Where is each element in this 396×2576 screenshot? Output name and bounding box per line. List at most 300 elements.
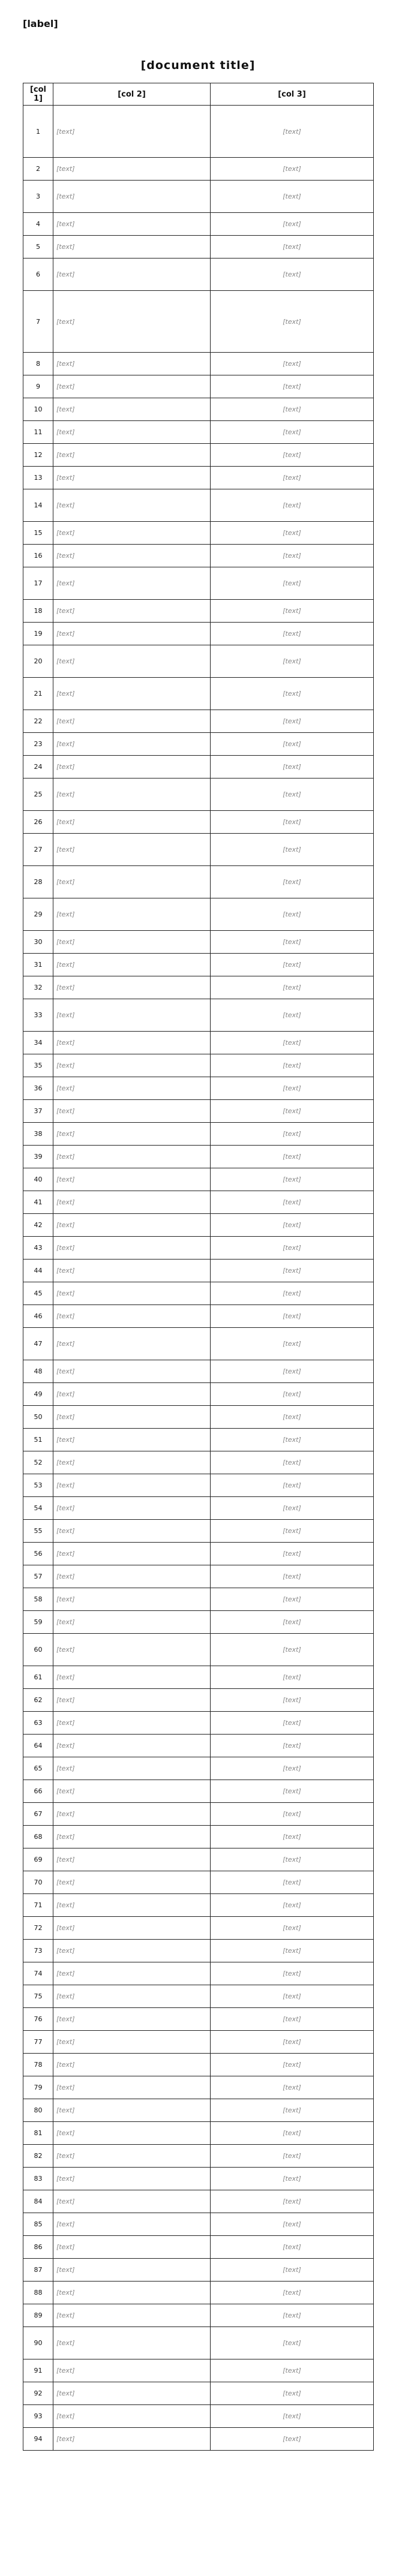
- organization-cell: [text]: [211, 1826, 374, 1848]
- organization-cell: [text]: [211, 2382, 374, 2405]
- row-number-cell: 39: [23, 1146, 53, 1168]
- row-number-cell: 81: [23, 2122, 53, 2145]
- row-number-cell: 69: [23, 1848, 53, 1871]
- case-name-cell: [text]: [53, 756, 211, 778]
- case-name-cell: [text]: [53, 158, 211, 181]
- table-row: [23, 2236, 374, 2259]
- case-name-cell: [text]: [53, 1429, 211, 1451]
- case-name-cell: [text]: [53, 1735, 211, 1757]
- table-row: [23, 1543, 374, 1565]
- table-row: [23, 2031, 374, 2054]
- case-name-cell: [text]: [53, 1237, 211, 1260]
- case-name-cell: [text]: [53, 398, 211, 421]
- organization-cell: [text]: [211, 1168, 374, 1191]
- case-name-cell: [text]: [53, 1032, 211, 1054]
- organization-cell: [text]: [211, 1429, 374, 1451]
- row-number-cell: 1: [23, 106, 53, 158]
- column-header-case-name: [col 2]: [53, 83, 211, 106]
- row-number-cell: 34: [23, 1032, 53, 1054]
- table-row: [23, 1826, 374, 1848]
- organization-cell: [text]: [211, 1780, 374, 1803]
- case-name-cell: [text]: [53, 1191, 211, 1214]
- organization-cell: [text]: [211, 489, 374, 522]
- row-number-cell: 51: [23, 1429, 53, 1451]
- case-name-cell: [text]: [53, 106, 211, 158]
- table-row: [23, 444, 374, 467]
- row-number-cell: 4: [23, 213, 53, 236]
- table-row: [23, 1712, 374, 1735]
- row-number-cell: 74: [23, 1962, 53, 1985]
- table-row: [23, 1634, 374, 1666]
- case-name-cell: [text]: [53, 2076, 211, 2099]
- case-name-cell: [text]: [53, 236, 211, 258]
- table-row: [23, 1451, 374, 1474]
- organization-cell: [text]: [211, 444, 374, 467]
- case-name-cell: [text]: [53, 1826, 211, 1848]
- table-row: [23, 467, 374, 489]
- table-row: [23, 756, 374, 778]
- table-row: [23, 2122, 374, 2145]
- table-row: [23, 1917, 374, 1940]
- case-name-cell: [text]: [53, 522, 211, 545]
- table-row: [23, 1611, 374, 1634]
- table-row: [23, 1497, 374, 1520]
- table-row: [23, 2145, 374, 2168]
- organization-cell: [text]: [211, 1214, 374, 1237]
- organization-cell: [text]: [211, 1260, 374, 1282]
- table-row: [23, 2054, 374, 2076]
- row-number-cell: 26: [23, 811, 53, 834]
- case-name-cell: [text]: [53, 976, 211, 999]
- table-row: [23, 1360, 374, 1383]
- organization-cell: [text]: [211, 2213, 374, 2236]
- row-number-cell: 10: [23, 398, 53, 421]
- case-name-cell: [text]: [53, 1282, 211, 1305]
- row-number-cell: 80: [23, 2099, 53, 2122]
- organization-cell: [text]: [211, 811, 374, 834]
- row-number-cell: 21: [23, 678, 53, 710]
- row-number-cell: 86: [23, 2236, 53, 2259]
- row-number-cell: 78: [23, 2054, 53, 2076]
- table-row: [23, 2405, 374, 2428]
- table-row: [23, 1871, 374, 1894]
- organization-cell: [text]: [211, 467, 374, 489]
- organization-cell: [text]: [211, 1054, 374, 1077]
- case-name-cell: [text]: [53, 489, 211, 522]
- organization-cell: [text]: [211, 2054, 374, 2076]
- row-number-cell: 72: [23, 1917, 53, 1940]
- table-row: [23, 1429, 374, 1451]
- row-number-cell: 79: [23, 2076, 53, 2099]
- organization-cell: [text]: [211, 1406, 374, 1429]
- row-number-cell: 17: [23, 567, 53, 600]
- case-name-cell: [text]: [53, 1451, 211, 1474]
- case-name-cell: [text]: [53, 645, 211, 678]
- row-number-cell: 20: [23, 645, 53, 678]
- row-number-cell: 94: [23, 2428, 53, 2451]
- row-number-cell: 31: [23, 954, 53, 976]
- case-name-cell: [text]: [53, 1634, 211, 1666]
- organization-cell: [text]: [211, 1611, 374, 1634]
- row-number-cell: 32: [23, 976, 53, 999]
- case-name-cell: [text]: [53, 2145, 211, 2168]
- case-name-cell: [text]: [53, 1077, 211, 1100]
- document-title: [document title]: [140, 59, 256, 72]
- table-row: [23, 2099, 374, 2122]
- organization-cell: [text]: [211, 258, 374, 291]
- table-row: [23, 1894, 374, 1917]
- row-number-cell: 46: [23, 1305, 53, 1328]
- table-row: [23, 733, 374, 756]
- row-number-cell: 54: [23, 1497, 53, 1520]
- organization-cell: [text]: [211, 2259, 374, 2282]
- row-number-cell: 67: [23, 1803, 53, 1826]
- case-name-cell: [text]: [53, 2008, 211, 2031]
- case-name-cell: [text]: [53, 258, 211, 291]
- row-number-cell: 19: [23, 623, 53, 645]
- case-name-cell: [text]: [53, 2168, 211, 2190]
- case-name-cell: [text]: [53, 291, 211, 353]
- case-name-cell: [text]: [53, 1123, 211, 1146]
- row-number-cell: 75: [23, 1985, 53, 2008]
- table-row: [23, 2359, 374, 2382]
- organization-cell: [text]: [211, 567, 374, 600]
- case-name-cell: [text]: [53, 1962, 211, 1985]
- row-number-cell: 3: [23, 181, 53, 213]
- case-name-cell: [text]: [53, 1146, 211, 1168]
- row-number-cell: 16: [23, 545, 53, 567]
- table-row: [23, 1985, 374, 2008]
- case-name-cell: [text]: [53, 2122, 211, 2145]
- row-number-cell: 28: [23, 866, 53, 898]
- row-number-cell: 50: [23, 1406, 53, 1429]
- row-number-cell: 37: [23, 1100, 53, 1123]
- case-name-cell: [text]: [53, 213, 211, 236]
- table-row: [23, 1214, 374, 1237]
- table-row: [23, 567, 374, 600]
- row-number-cell: 56: [23, 1543, 53, 1565]
- case-name-cell: [text]: [53, 1985, 211, 2008]
- organization-cell: [text]: [211, 733, 374, 756]
- case-name-cell: [text]: [53, 1168, 211, 1191]
- table-row: [23, 398, 374, 421]
- organization-cell: [text]: [211, 398, 374, 421]
- row-number-cell: 55: [23, 1520, 53, 1543]
- row-number-cell: 68: [23, 1826, 53, 1848]
- row-number-cell: 58: [23, 1588, 53, 1611]
- case-name-cell: [text]: [53, 1214, 211, 1237]
- row-number-cell: 91: [23, 2359, 53, 2382]
- organization-cell: [text]: [211, 236, 374, 258]
- case-name-cell: [text]: [53, 545, 211, 567]
- organization-cell: [text]: [211, 645, 374, 678]
- organization-cell: [text]: [211, 1917, 374, 1940]
- row-number-cell: 66: [23, 1780, 53, 1803]
- row-number-cell: 14: [23, 489, 53, 522]
- organization-cell: [text]: [211, 1634, 374, 1666]
- table-row: [23, 1588, 374, 1611]
- row-number-cell: 88: [23, 2282, 53, 2304]
- organization-cell: [text]: [211, 2282, 374, 2304]
- case-name-cell: [text]: [53, 1689, 211, 1712]
- table-row: [23, 1123, 374, 1146]
- row-number-cell: 85: [23, 2213, 53, 2236]
- row-number-cell: 70: [23, 1871, 53, 1894]
- table-row: [23, 1780, 374, 1803]
- attachment-label: [label]: [23, 18, 58, 29]
- table-row: [23, 600, 374, 623]
- row-number-cell: 49: [23, 1383, 53, 1406]
- organization-cell: [text]: [211, 976, 374, 999]
- organization-cell: [text]: [211, 1032, 374, 1054]
- organization-cell: [text]: [211, 353, 374, 375]
- column-header-number: [col 1]: [23, 83, 53, 106]
- row-number-cell: 18: [23, 600, 53, 623]
- table-row: [23, 106, 374, 158]
- organization-cell: [text]: [211, 778, 374, 811]
- organization-cell: [text]: [211, 2168, 374, 2190]
- case-name-cell: [text]: [53, 834, 211, 866]
- organization-cell: [text]: [211, 1848, 374, 1871]
- row-number-cell: 8: [23, 353, 53, 375]
- organization-cell: [text]: [211, 1383, 374, 1406]
- organization-cell: [text]: [211, 1565, 374, 1588]
- table-row: [23, 1305, 374, 1328]
- case-name-cell: [text]: [53, 1565, 211, 1588]
- case-name-cell: [text]: [53, 2031, 211, 2054]
- organization-cell: [text]: [211, 898, 374, 931]
- organization-cell: [text]: [211, 999, 374, 1032]
- organization-cell: [text]: [211, 1543, 374, 1565]
- organization-cell: [text]: [211, 1940, 374, 1962]
- table-row: [23, 291, 374, 353]
- table-row: [23, 2304, 374, 2327]
- table-row: [23, 2008, 374, 2031]
- table-body: [23, 106, 374, 2451]
- case-name-cell: [text]: [53, 2259, 211, 2282]
- case-name-cell: [text]: [53, 1940, 211, 1962]
- organization-cell: [text]: [211, 1894, 374, 1917]
- case-name-cell: [text]: [53, 1712, 211, 1735]
- case-name-cell: [text]: [53, 623, 211, 645]
- organization-cell: [text]: [211, 931, 374, 954]
- case-name-cell: [text]: [53, 1666, 211, 1689]
- case-name-cell: [text]: [53, 733, 211, 756]
- table-row: [23, 1100, 374, 1123]
- row-number-cell: 41: [23, 1191, 53, 1214]
- row-number-cell: 5: [23, 236, 53, 258]
- row-number-cell: 60: [23, 1634, 53, 1666]
- row-number-cell: 84: [23, 2190, 53, 2213]
- organization-cell: [text]: [211, 2008, 374, 2031]
- table-row: [23, 2190, 374, 2213]
- organization-cell: [text]: [211, 1305, 374, 1328]
- organization-cell: [text]: [211, 1803, 374, 1826]
- table-row: [23, 1032, 374, 1054]
- table-row: [23, 1383, 374, 1406]
- row-number-cell: 43: [23, 1237, 53, 1260]
- table-row: [23, 1260, 374, 1282]
- organization-cell: [text]: [211, 2236, 374, 2259]
- table-row: [23, 1077, 374, 1100]
- table-row: [23, 811, 374, 834]
- case-name-cell: [text]: [53, 421, 211, 444]
- table-row: [23, 1406, 374, 1429]
- row-number-cell: 6: [23, 258, 53, 291]
- organization-cell: [text]: [211, 1689, 374, 1712]
- row-number-cell: 76: [23, 2008, 53, 2031]
- row-number-cell: 48: [23, 1360, 53, 1383]
- row-number-cell: 53: [23, 1474, 53, 1497]
- table-row: [23, 489, 374, 522]
- organization-cell: [text]: [211, 1146, 374, 1168]
- case-name-cell: [text]: [53, 1260, 211, 1282]
- organization-cell: [text]: [211, 106, 374, 158]
- organization-cell: [text]: [211, 954, 374, 976]
- row-number-cell: 2: [23, 158, 53, 181]
- table-row: [23, 181, 374, 213]
- case-name-cell: [text]: [53, 2428, 211, 2451]
- row-number-cell: 77: [23, 2031, 53, 2054]
- case-name-cell: [text]: [53, 931, 211, 954]
- table-row: [23, 1168, 374, 1191]
- case-name-cell: [text]: [53, 954, 211, 976]
- case-name-cell: [text]: [53, 1406, 211, 1429]
- organization-cell: [text]: [211, 2076, 374, 2099]
- case-name-cell: [text]: [53, 678, 211, 710]
- case-name-cell: [text]: [53, 1054, 211, 1077]
- case-name-cell: [text]: [53, 1520, 211, 1543]
- solutions-table: [23, 83, 374, 2451]
- row-number-cell: 35: [23, 1054, 53, 1077]
- row-number-cell: 45: [23, 1282, 53, 1305]
- case-name-cell: [text]: [53, 1474, 211, 1497]
- table-row: [23, 1962, 374, 1985]
- table-row: [23, 866, 374, 898]
- organization-cell: [text]: [211, 1360, 374, 1383]
- case-name-cell: [text]: [53, 1588, 211, 1611]
- table-row: [23, 999, 374, 1032]
- case-name-cell: [text]: [53, 710, 211, 733]
- organization-cell: [text]: [211, 2327, 374, 2359]
- case-name-cell: [text]: [53, 444, 211, 467]
- case-name-cell: [text]: [53, 2304, 211, 2327]
- organization-cell: [text]: [211, 522, 374, 545]
- row-number-cell: 89: [23, 2304, 53, 2327]
- row-number-cell: 71: [23, 1894, 53, 1917]
- table-row: [23, 1282, 374, 1305]
- organization-cell: [text]: [211, 1191, 374, 1214]
- organization-cell: [text]: [211, 710, 374, 733]
- table-row: [23, 931, 374, 954]
- case-name-cell: [text]: [53, 1803, 211, 1826]
- case-name-cell: [text]: [53, 353, 211, 375]
- case-name-cell: [text]: [53, 1848, 211, 1871]
- organization-cell: [text]: [211, 1497, 374, 1520]
- row-number-cell: 24: [23, 756, 53, 778]
- table-row: [23, 2076, 374, 2099]
- row-number-cell: 7: [23, 291, 53, 353]
- organization-cell: [text]: [211, 1123, 374, 1146]
- case-name-cell: [text]: [53, 1757, 211, 1780]
- organization-cell: [text]: [211, 1962, 374, 1985]
- row-number-cell: 64: [23, 1735, 53, 1757]
- case-name-cell: [text]: [53, 1497, 211, 1520]
- case-name-cell: [text]: [53, 2099, 211, 2122]
- table-header-row: [23, 83, 374, 106]
- row-number-cell: 59: [23, 1611, 53, 1634]
- row-number-cell: 23: [23, 733, 53, 756]
- table-row: [23, 2259, 374, 2282]
- row-number-cell: 12: [23, 444, 53, 467]
- row-number-cell: 36: [23, 1077, 53, 1100]
- organization-cell: [text]: [211, 834, 374, 866]
- organization-cell: [text]: [211, 1328, 374, 1360]
- organization-cell: [text]: [211, 2190, 374, 2213]
- organization-cell: [text]: [211, 545, 374, 567]
- organization-cell: [text]: [211, 2031, 374, 2054]
- organization-cell: [text]: [211, 1985, 374, 2008]
- organization-cell: [text]: [211, 1100, 374, 1123]
- case-name-cell: [text]: [53, 567, 211, 600]
- table-row: [23, 2168, 374, 2190]
- table-row: [23, 976, 374, 999]
- case-name-cell: [text]: [53, 2359, 211, 2382]
- table-row: [23, 2428, 374, 2451]
- table-row: [23, 645, 374, 678]
- case-name-cell: [text]: [53, 1360, 211, 1383]
- table-row: [23, 1520, 374, 1543]
- organization-cell: [text]: [211, 2359, 374, 2382]
- organization-cell: [text]: [211, 600, 374, 623]
- table-row: [23, 2327, 374, 2359]
- organization-cell: [text]: [211, 213, 374, 236]
- organization-cell: [text]: [211, 1077, 374, 1100]
- organization-cell: [text]: [211, 678, 374, 710]
- organization-cell: [text]: [211, 2122, 374, 2145]
- table-row: [23, 1237, 374, 1260]
- organization-cell: [text]: [211, 866, 374, 898]
- row-number-cell: 29: [23, 898, 53, 931]
- organization-cell: [text]: [211, 1520, 374, 1543]
- organization-cell: [text]: [211, 421, 374, 444]
- table-row: [23, 258, 374, 291]
- row-number-cell: 25: [23, 778, 53, 811]
- organization-cell: [text]: [211, 1757, 374, 1780]
- case-name-cell: [text]: [53, 1328, 211, 1360]
- organization-cell: [text]: [211, 2428, 374, 2451]
- case-name-cell: [text]: [53, 181, 211, 213]
- organization-cell: [text]: [211, 1282, 374, 1305]
- organization-cell: [text]: [211, 623, 374, 645]
- organization-cell: [text]: [211, 1451, 374, 1474]
- table-row: [23, 1474, 374, 1497]
- table-row: [23, 1735, 374, 1757]
- organization-cell: [text]: [211, 2145, 374, 2168]
- organization-cell: [text]: [211, 1588, 374, 1611]
- case-name-cell: [text]: [53, 778, 211, 811]
- row-number-cell: 22: [23, 710, 53, 733]
- row-number-cell: 9: [23, 375, 53, 398]
- table-row: [23, 954, 374, 976]
- table-row: [23, 1146, 374, 1168]
- column-header-organization: [col 3]: [211, 83, 374, 106]
- row-number-cell: 47: [23, 1328, 53, 1360]
- case-name-cell: [text]: [53, 1917, 211, 1940]
- organization-cell: [text]: [211, 2405, 374, 2428]
- table-row: [23, 778, 374, 811]
- organization-cell: [text]: [211, 2099, 374, 2122]
